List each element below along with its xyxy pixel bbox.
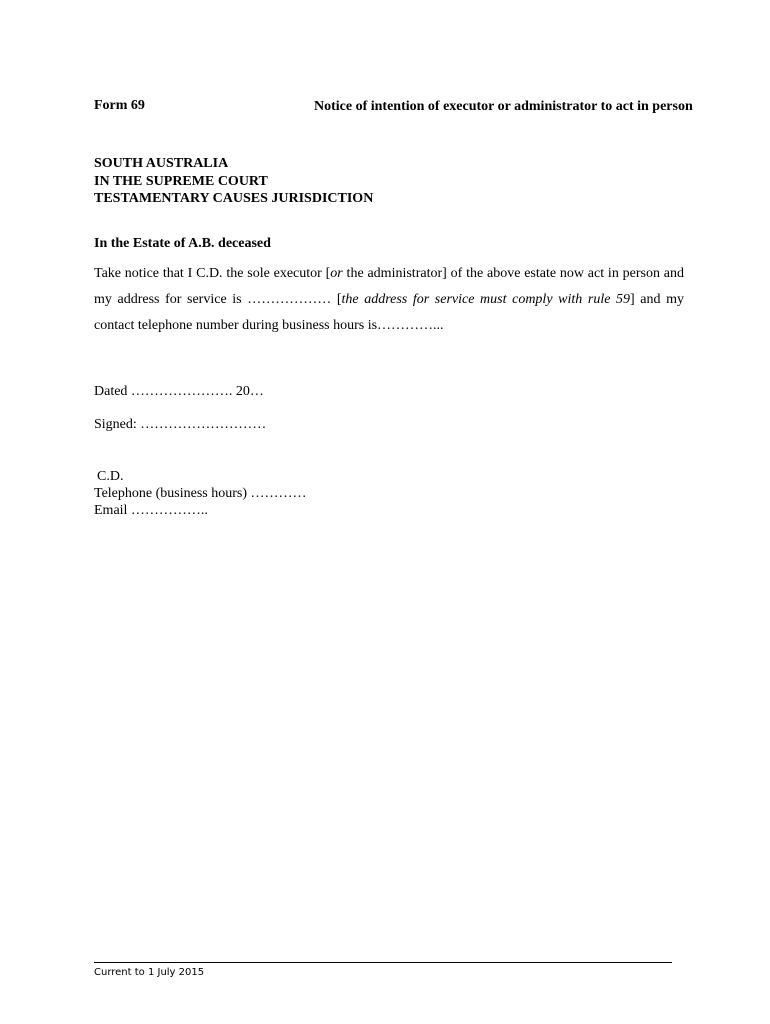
notice-paragraph (94, 261, 684, 339)
notice-text-3: ] and my contact telephone number during business hours is…………... (94, 292, 685, 333)
notice-text-2: the administrator] of the above estate now act in person and my address for service is ……………… [ (94, 266, 684, 307)
notice-text-or: or (330, 266, 343, 281)
court-line-jurisdiction: TESTAMENTARY CAUSES JURISDICTION (94, 191, 374, 206)
estate-heading: In the Estate of A.B. deceased (94, 236, 271, 251)
footer-currency-note: Current to 1 July 2015 (94, 967, 205, 978)
footer-rule (94, 962, 672, 963)
notice-text-rule: the address for service must comply with rule 59 (341, 292, 631, 307)
form-title: Notice of intention of executor or administrator to act in person (314, 99, 693, 114)
court-line-court: IN THE SUPREME COURT (94, 173, 268, 189)
email-line: Email …………….. (94, 503, 208, 518)
notice-text-1: Take notice that I C.D. the sole executor [ (94, 266, 331, 281)
court-line-state: SOUTH AUSTRALIA (94, 156, 229, 171)
signed-line: Signed: ……………………… (94, 417, 267, 432)
dated-line: Dated …………………. 20… (94, 384, 264, 399)
signatory-name: C.D. (97, 469, 124, 484)
form-number: Form 69 (94, 98, 145, 113)
signature-block (94, 468, 307, 519)
telephone-line: Telephone (business hours) ………… (94, 486, 307, 501)
court-heading (94, 155, 373, 208)
